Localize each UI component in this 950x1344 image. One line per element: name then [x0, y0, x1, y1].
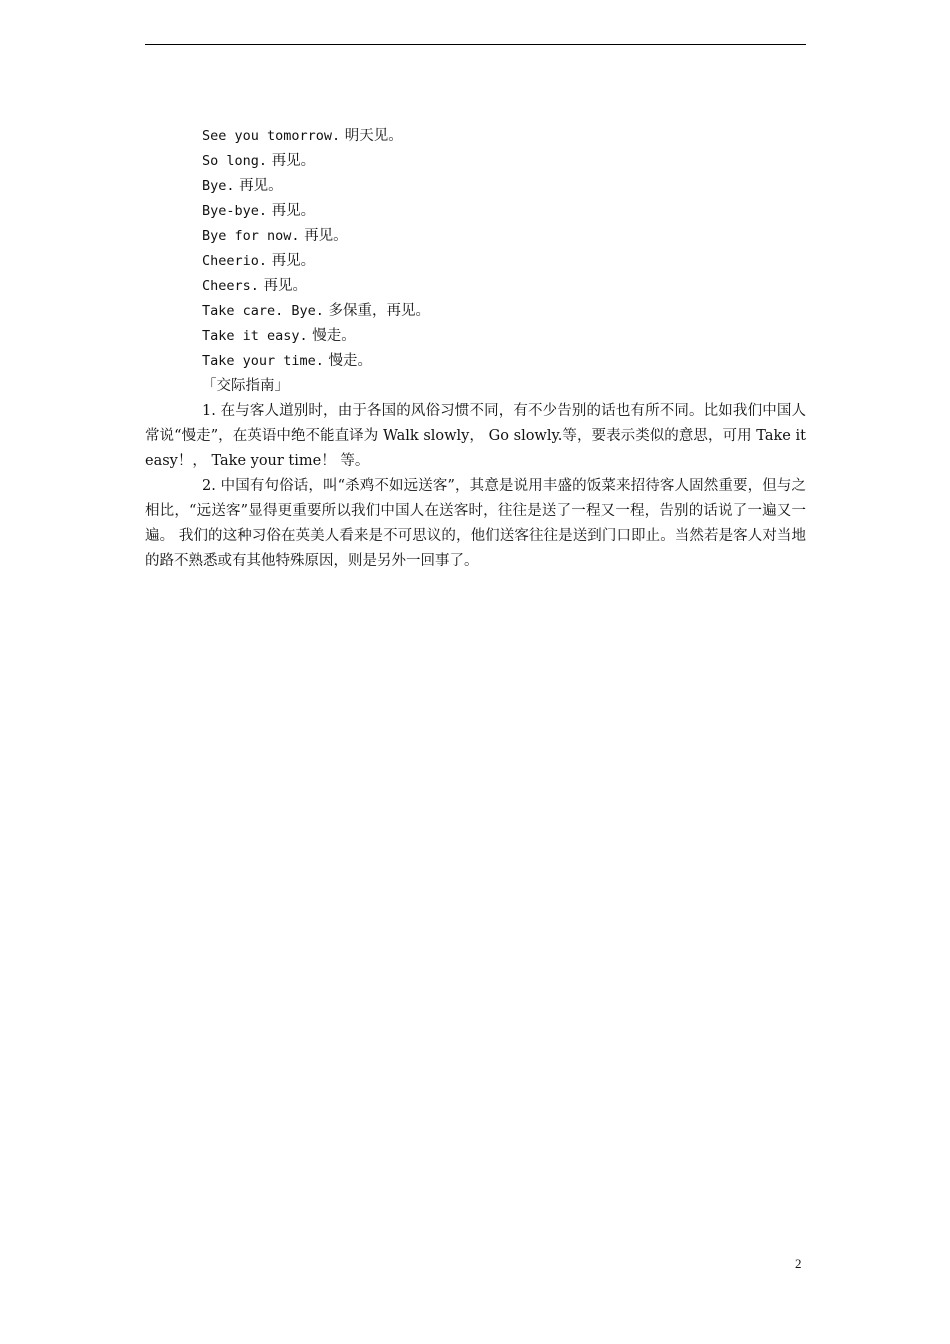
header-rule	[145, 44, 806, 45]
phrase-english: Bye for now.	[202, 228, 300, 244]
phrase-line	[145, 324, 806, 349]
phrase-english: Take it easy.	[202, 328, 308, 344]
phrase-line	[145, 199, 806, 224]
phrase-line	[145, 274, 806, 299]
phrase-line	[145, 224, 806, 249]
phrase-english: See you tomorrow.	[202, 128, 341, 144]
phrase-chinese: 慢走。	[328, 353, 373, 369]
guide-paragraph-1: 1. 在与客人道别时，由于各国的风俗习惯不同，有不少告别的话也有所不同。比如我们中国人常说“慢走”，在英语中绝不能直译为 Walk slowly， Go slowly.等，要表示类似的意思，可用 Take it easy！， Take your time！ 等。	[145, 403, 806, 469]
phrase-line	[145, 124, 806, 149]
phrase-chinese: 多保重，再见。	[328, 303, 431, 319]
phrase-line	[145, 349, 806, 374]
phrase-english: Take care. Bye.	[202, 303, 324, 319]
phrase-english: Cheers.	[202, 278, 259, 294]
phrase-chinese: 再见。	[271, 153, 316, 169]
phrase-chinese: 再见。	[271, 203, 316, 219]
phrase-chinese: 再见。	[263, 278, 308, 294]
phrase-line	[145, 174, 806, 199]
phrase-chinese: 再见。	[271, 253, 316, 269]
phrase-english: Bye-bye.	[202, 203, 268, 219]
phrase-chinese: 再见。	[239, 178, 283, 194]
phrase-english: Cheerio.	[202, 253, 268, 269]
phrase-line	[145, 149, 806, 174]
guide-paragraph-2: 2. 中国有句俗话，叫“杀鸡不如远送客”，其意是说用丰盛的饭菜来招待客人固然重要，但与之相比，“远送客”显得更重要所以我们中国人在送客时，往往是送了一程又一程，告别的话说了一遍又一遍。 我们的这种习俗在英美人看来是不可思议的，他们送客往往是送到门口即止。当然若是客人对当地的路不熟悉或有其他特殊原因，则是另外一回事了。	[145, 478, 806, 569]
phrase-english: Bye.	[202, 178, 235, 194]
phrase-chinese: 慢走。	[312, 328, 356, 344]
phrase-english: So long.	[202, 153, 268, 169]
phrase-line	[145, 299, 806, 324]
phrase-english: Take your time.	[202, 353, 324, 369]
document-body	[145, 124, 806, 574]
phrase-chinese: 明天见。	[344, 128, 403, 144]
phrase-line	[145, 249, 806, 274]
section-title: 「交际指南」	[202, 378, 289, 394]
page-number: 2	[795, 1256, 802, 1271]
phrase-chinese: 再见。	[304, 228, 348, 244]
